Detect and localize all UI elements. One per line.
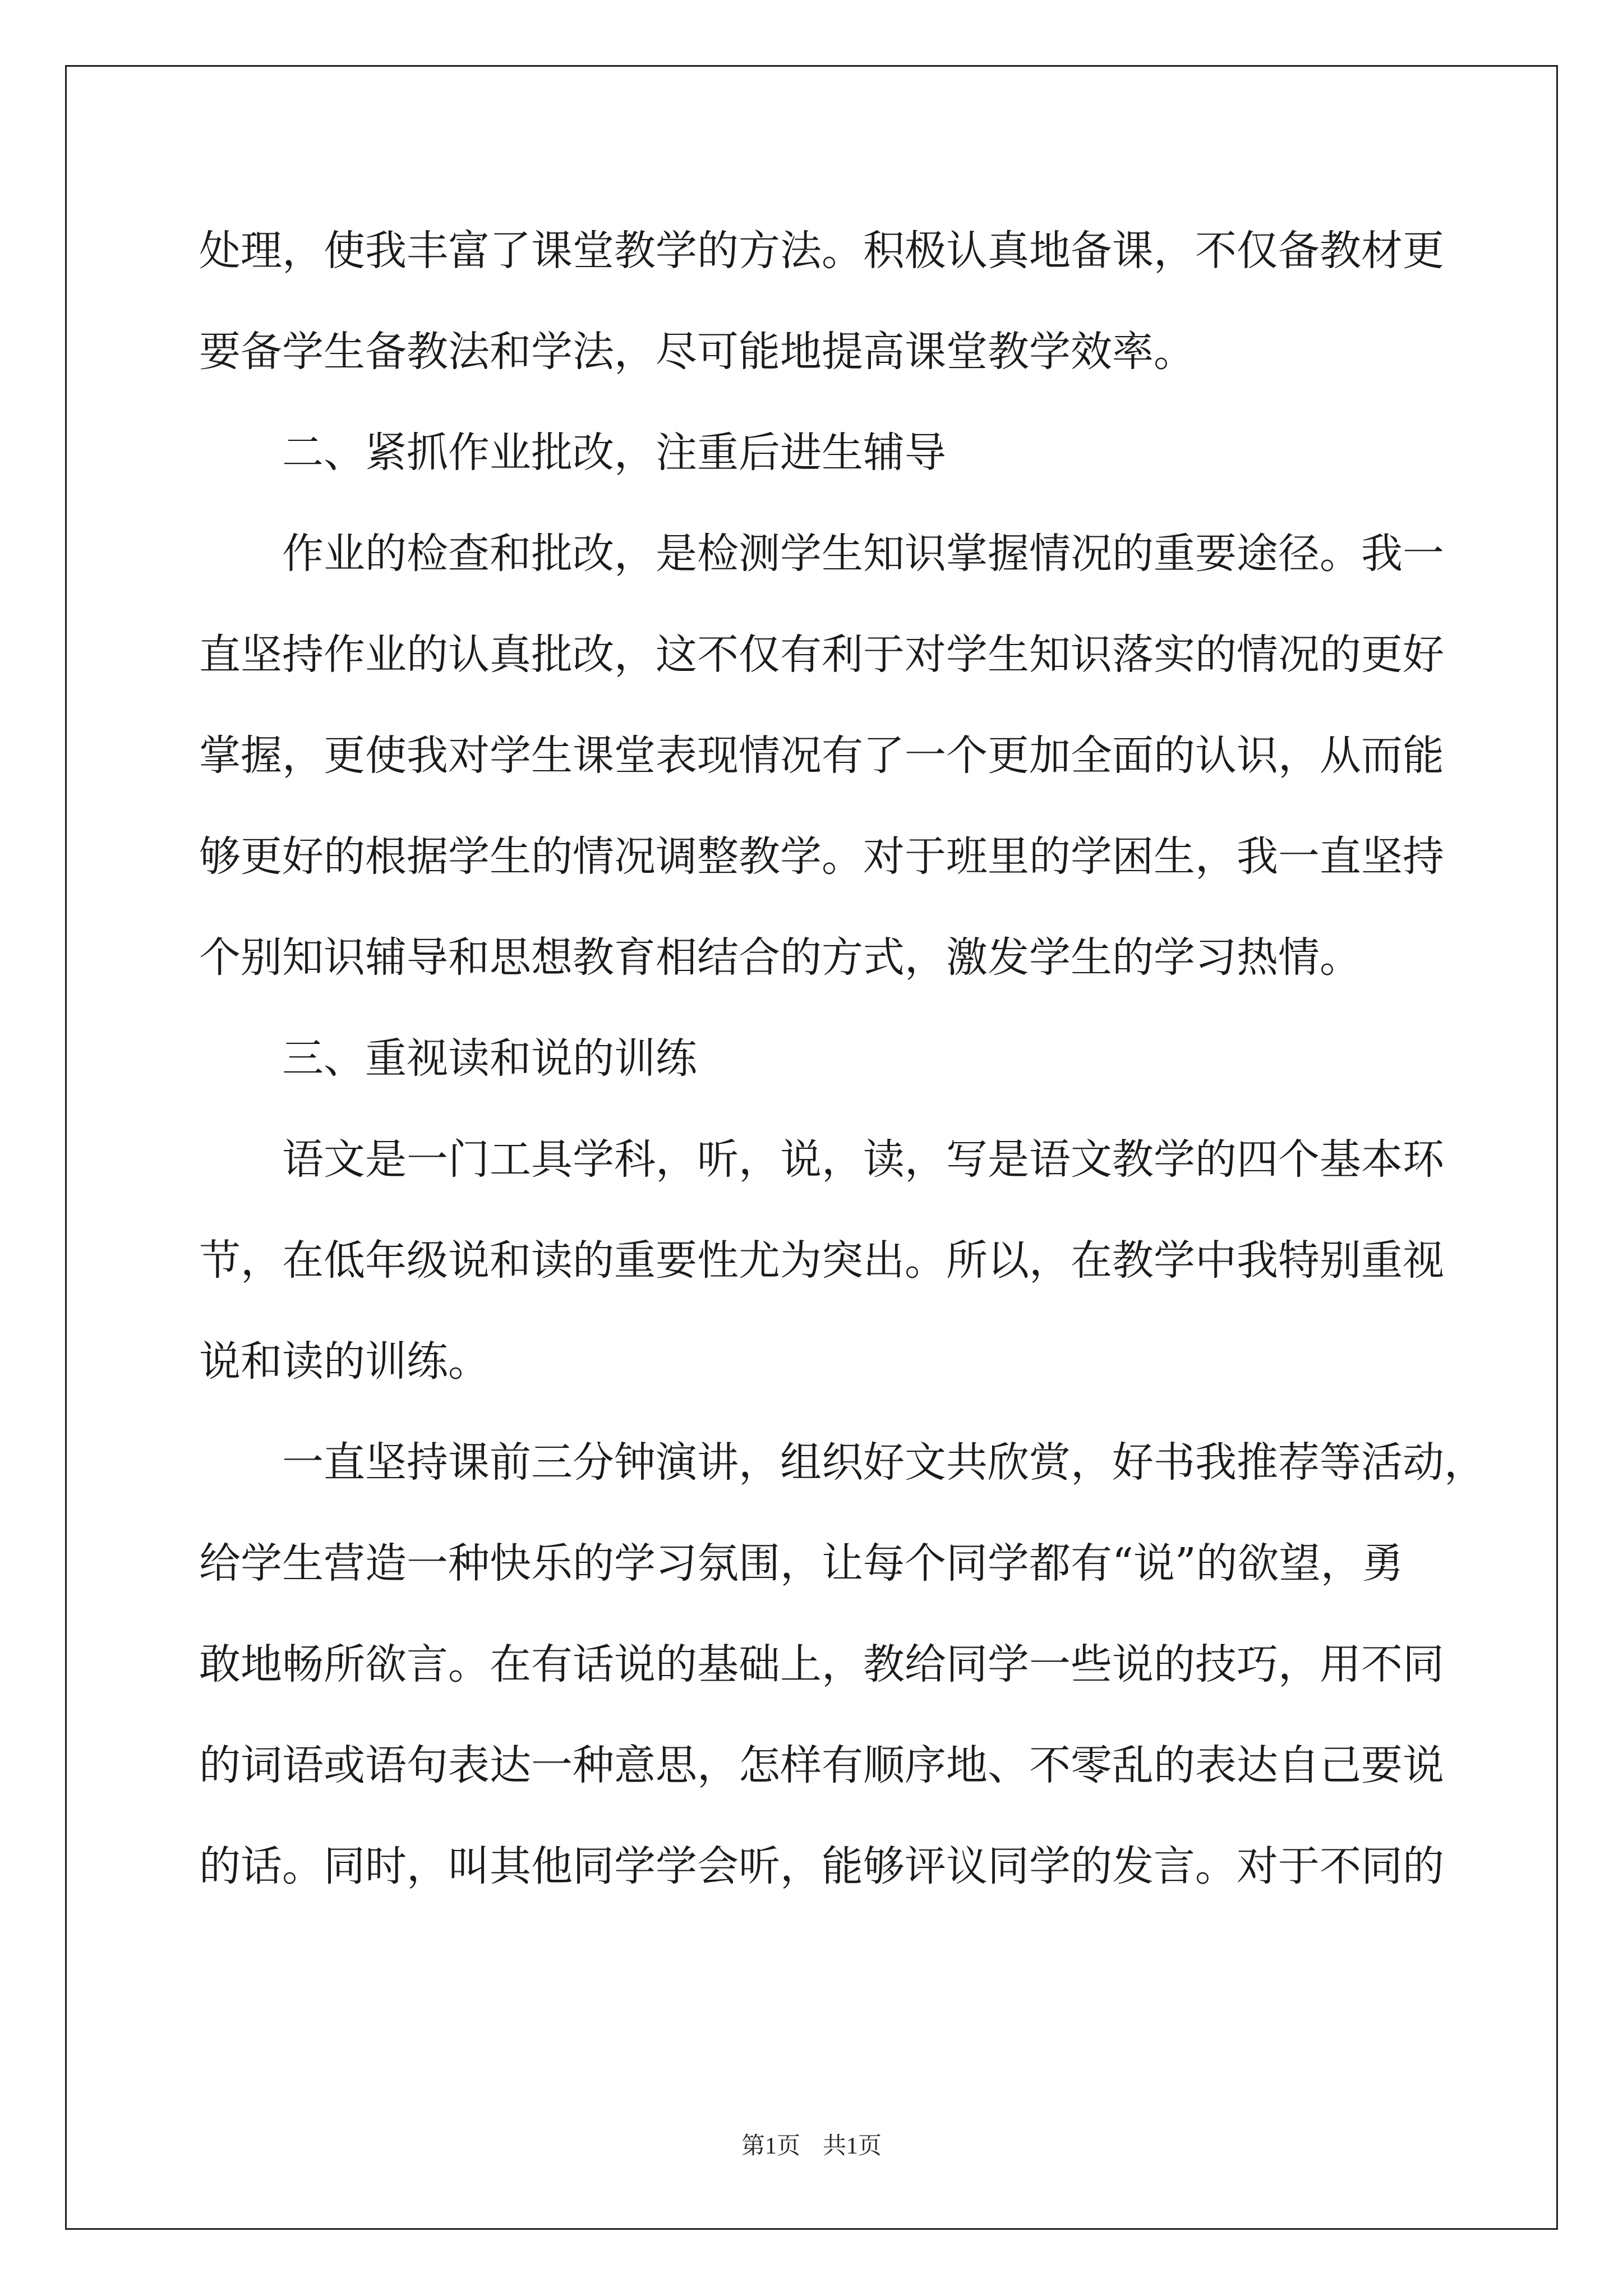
- text-line: 直坚持作业的认真批改，这不仅有利于对学生知识落实的情况的更好: [199, 631, 1444, 679]
- text-line: 要备学生备教法和学法，尽可能地提高课堂教学效率。: [199, 328, 1195, 376]
- text-line: 的话。同时，叫其他同学学会听，能够评议同学的发言。对于不同的: [199, 1842, 1444, 1890]
- text-line: 作业的检查和批改，是检测学生知识掌握情况的重要途径。我一: [282, 530, 1444, 578]
- section-heading: 二、紧抓作业批改，注重后进生辅导: [282, 429, 946, 477]
- text-line: 个别知识辅导和思想教育相结合的方式，激发学生的学习热情。: [199, 933, 1361, 982]
- text-line: 敢地畅所欲言。在有话说的基础上，教给同学一些说的技巧，用不同: [199, 1640, 1444, 1688]
- text-line: 处理，使我丰富了课堂教学的方法。积极认真地备课，不仅备教材更: [199, 227, 1444, 275]
- text-line: 够更好的根据学生的情况调整教学。对于班里的学困生，我一直坚持: [199, 832, 1444, 881]
- text-line: 语文是一门工具学科，听，说，读，写是语文教学的四个基本环: [282, 1135, 1444, 1184]
- page-count: 共1页: [823, 2133, 882, 2159]
- text-line: 给学生营造一种快乐的学习氛围，让每个同学都有“说”的欲望，勇: [199, 1539, 1404, 1588]
- page-number: 第1页: [741, 2133, 800, 2159]
- text-line: 一直坚持课前三分钟演讲，组织好文共欣赏，好书我推荐等活动，: [282, 1438, 1486, 1487]
- text-line: 的词语或语句表达一种意思，怎样有顺序地、不零乱的表达自己要说: [199, 1741, 1444, 1789]
- section-heading: 三、重视读和说的训练: [282, 1034, 697, 1083]
- text-line: 节，在低年级说和读的重要性尤为突出。所以，在教学中我特别重视: [199, 1236, 1444, 1285]
- page-footer: [0, 2129, 1623, 2163]
- text-line: 说和读的训练。: [199, 1337, 490, 1386]
- text-line: 掌握，更使我对学生课堂表现情况有了一个更加全面的认识，从而能: [199, 731, 1444, 780]
